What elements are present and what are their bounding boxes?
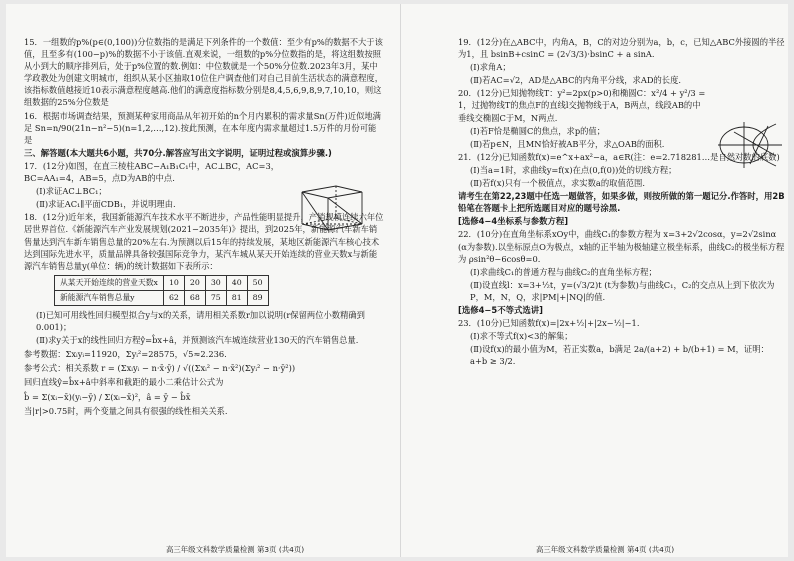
prism-hidden-edge (302, 218, 336, 224)
question-23: 23．(10分)已知函数f(x)=|2x+½|+|2x−½|−1. (458, 318, 640, 329)
question-20-part-1: (Ⅰ)若F恰是椭圆C的焦点，求p的值； (470, 125, 606, 136)
question-19-part-2: (Ⅱ)若AC=√2，AD是△ABC的内角平分线，求AD的长度. (470, 75, 682, 86)
data-table (54, 275, 269, 306)
table-cell: 10 (163, 275, 184, 290)
table-cell: 75 (205, 290, 226, 305)
footer-left: 高三年级文科数学质量检测 第3页 (共4页) (166, 545, 305, 554)
optional-question-note: 请考生在第22,23题中任选一题做答，如果多做，则按所做的第一题记分.作答时，用2B铅笔在答题卡上把所选题目对应的题号涂黑. (458, 191, 785, 214)
question-22-part-2: (Ⅱ)设直线l：x=3+½t，y=(√3/2)t (t为参数)与曲线C₁，C₂的交点从上到下依次为P，M，N，Q，求|PM|+|NQ|的值. (470, 279, 775, 302)
right-page (458, 36, 786, 368)
conic-figure (716, 120, 784, 170)
page-divider (400, 4, 401, 557)
reference-note: 当|r|>0.75时，两个变量之间具有很强的线性相关关系. (24, 405, 228, 416)
footer-right: 高三年级文科数学质量检测 第4页 (共4页) (536, 545, 675, 554)
table-cell: 62 (163, 290, 184, 305)
question-22: 22．(10分)在直角坐标系xOy中，曲线C₁的参数方程为 x=3+2√2cosα，y=2√2sinα (α为参数).以坐标原点O为极点，x轴的正半轴为极轴建立极坐标系，曲线C₂的极坐标方程为 ρsin²θ−6cosθ=0. (458, 229, 785, 264)
reference-formula-b: b̂ = Σ(xᵢ−x̄)(yᵢ−ȳ) / Σ(xᵢ−x̄)²，â = ȳ − b̂x̄ (24, 391, 191, 402)
table-row-label: 新能源汽车销售总量y (55, 290, 164, 305)
question-23-part-1: (Ⅰ)求不等式f(x)<3的解集； (470, 331, 573, 342)
question-17-part-2: (Ⅱ)求证AC₁∥平面CDB₁，并说明理由. (36, 199, 176, 210)
table-cell: 81 (226, 290, 247, 305)
question-18-part-2: (Ⅱ)求y关于x的线性回归方程ŷ=b̂x+â，并预测该汽车城连续营业130天的汽车销售总量. (36, 335, 359, 346)
table-cell: 50 (247, 275, 268, 290)
question-19-part-1: (Ⅰ)求角A； (470, 62, 511, 73)
table-cell: 68 (184, 290, 205, 305)
table-cell: 20 (184, 275, 205, 290)
question-18: 18．(12分)近年来，我国新能源汽车技术水平不断进步，产品性能明显提升，产销规模连续六年位居世界首位.《新能源汽车产业发展规划(2021−2035年)》提出，到2025年，新能源汽车新车销售量达到汽车新车销售总量的20%左右.为预测以后15年的持续发展，某地区新能源汽车核心技术达到国际先进水平，质量品牌具备较强国际竞争力，某汽车城从某天开始连续的营业天数x与新能源汽车销售总量y(单位：辆)的统计数据如下表所示： (24, 212, 384, 271)
table-cell: 89 (247, 290, 268, 305)
question-17-part-1: (Ⅰ)求证AC⊥BC₁； (36, 186, 107, 197)
table-cell: 40 (226, 275, 247, 290)
exam-sheet (6, 4, 788, 557)
reference-regression-text: 回归直线ŷ=b̂x+â中斜率和截距的最小二乘估计公式为 (24, 377, 224, 388)
question-22-part-1: (Ⅰ)求曲线C₁的普通方程与曲线C₂的直角坐标方程； (470, 266, 657, 277)
question-20: 20．(12分)已知抛物线T：y²=2px(p>0)和椭圆C：x²/4 + y²/3 = 1，过抛物线T的焦点F的直线l交抛物线于A，B两点，线段AB的中垂线交椭圆C于M，N两点. (458, 88, 706, 123)
prism-top-face (302, 186, 362, 198)
question-21-part-1: (Ⅰ)当a=1时，求曲线y=f(x)在点(0,f(0))处的切线方程； (470, 164, 677, 175)
section-4-5-heading: [选修4−5不等式选讲] (458, 304, 543, 315)
question-20-part-2: (Ⅱ)若p∈N，且MN恰好被AB平分，求△OAB的面积. (470, 138, 665, 149)
question-23-part-2: (Ⅱ)设f(x)的最小值为M，若正实数a，b满足 2a/(a+2) + b/(b+1) = M，证明：a+b ≥ 3/2. (470, 344, 769, 367)
table-row (55, 290, 269, 305)
prism-figure (296, 182, 370, 232)
question-16: 16．根据市场调查结果，预测某种家用商品从年初开始的n个月内累积的需求量Sn(万件)近似地满足 Sn=n/90(21n−n²−5)(n=1,2,…,12).按此预测，在本年度内需求量超过1.5万件的月份可能是 (24, 110, 381, 145)
question-21: 21．(12分)已知函数f(x)=e^x+ax²−a，a∈R(注：e=2.718281…是自然对数的底数) (458, 151, 780, 162)
reference-formula-r: 参考公式：相关系数 r = (Σxᵢyᵢ − n·x̄·ȳ) / √((Σxᵢ² − n·x̄²)(Σyᵢ² − n·ȳ²)) (24, 363, 296, 374)
question-18-part-1: (Ⅰ)已知可用线性回归模型拟合y与x的关系，请用相关系数r加以说明(r保留两位小数精确到0.001)； (36, 309, 365, 333)
reference-data: 参考数据：Σxᵢyᵢ=11920，Σyᵢ²=28575，√5≈2.236. (24, 349, 227, 360)
question-21-part-2: (Ⅱ)若f(x)只有一个极值点，求实数a的取值范围. (470, 178, 645, 189)
table-cell: 30 (205, 275, 226, 290)
table-row (55, 275, 269, 290)
table-row-label: 从某天开始连续的营业天数x (55, 275, 164, 290)
question-19: 19．(12分)在△ABC中，内角A，B，C的对边分别为a，b，c，已知△ABC外接圆的半径为1，且 bsinB+csinC = (2√3/3)·bsinC + a sinA. (458, 37, 785, 60)
prism-edge (328, 224, 362, 230)
question-15: 15．一组数的p%(p∈(0,100))分位数指的是满足下列条件的一个数值：至少有p%的数据不大于该值，且至多有(100−p)%的数据不小于该值.直观来说，一组数的p%分位数指的是，将这组数按照从小到大的顺序排列后，处于p%位置的数.例如：中位数就是一个50%分位数.2023年3月，某中学政教处为创建文明城市，组织从某小区抽取10位住户调查他们对自己目前生活状态的满意程度，该指标数值越接近10表示满意程度越高.他们的满意度指标数分别是8,4,5,6,9,8,9,7,10,10，则这组数据的25%分位数是 (24, 37, 384, 108)
section-4-4-heading: [选修4−4坐标系与参数方程] (458, 216, 569, 227)
section-3-heading: 三、解答题(本大题共6小题，共70分.解答应写出文字说明，证明过程或演算步骤.) (24, 147, 332, 158)
question-17: 17．(12分)如图，在直三棱柱ABC−A₁B₁C₁中，AC⊥BC，AC=3，BC=AA₁=4，AB=5，点D为AB的中点. (24, 160, 280, 184)
